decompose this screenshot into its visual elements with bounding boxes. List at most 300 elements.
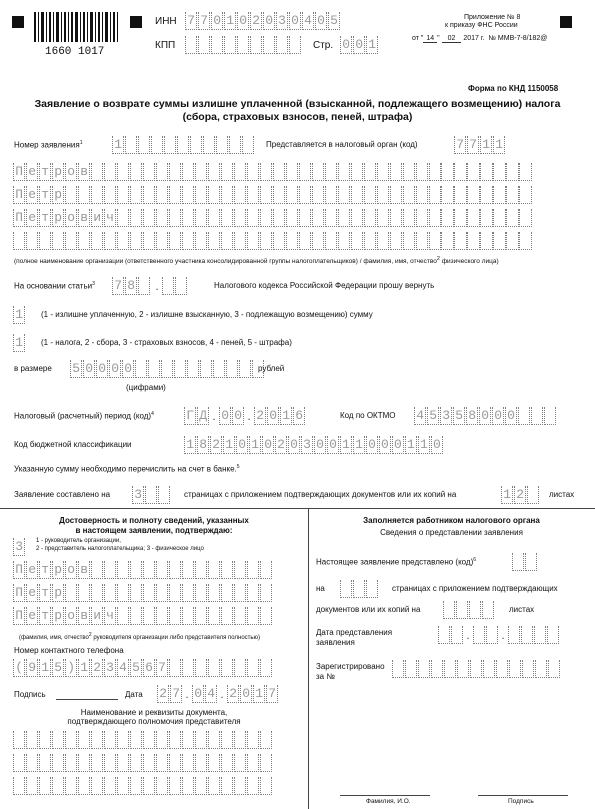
char-cell: 8 xyxy=(197,436,209,454)
char-cell: 0 xyxy=(431,436,443,454)
char-cell xyxy=(130,186,142,204)
name-line-4[interactable] xyxy=(13,232,532,250)
char-cell xyxy=(135,360,147,378)
form-code: Форма по КНД 1150058 xyxy=(468,84,559,93)
char-cell xyxy=(187,360,199,378)
pages-field[interactable] xyxy=(132,486,171,504)
char-cell xyxy=(260,186,272,204)
char-cell xyxy=(234,659,246,677)
char-cell xyxy=(351,163,363,181)
char-cell xyxy=(351,209,363,227)
char-cell xyxy=(143,232,155,250)
char-cell: 0 xyxy=(315,12,327,30)
char-cell xyxy=(148,360,160,378)
char-cell xyxy=(364,209,376,227)
char-cell xyxy=(467,232,479,250)
confirm-title-2: в настоящем заявлении, подтверждаю: xyxy=(75,526,233,535)
char-cell xyxy=(195,777,207,795)
char-cell xyxy=(527,486,539,504)
char-cell: т xyxy=(39,163,51,181)
char-cell xyxy=(260,731,272,749)
char-cell xyxy=(454,186,466,204)
char-cell xyxy=(221,163,233,181)
char-cell xyxy=(276,36,288,54)
period-number-field[interactable] xyxy=(219,407,245,425)
char-cell xyxy=(403,186,415,204)
char-cell: 7 xyxy=(112,277,124,295)
char-cell xyxy=(198,36,210,54)
char-cell xyxy=(65,731,77,749)
char-cell xyxy=(195,584,207,602)
char-cell xyxy=(156,754,168,772)
signer-patronymic-field[interactable] xyxy=(13,607,273,625)
char-cell xyxy=(182,209,194,227)
char-cell xyxy=(91,163,103,181)
char-cell xyxy=(441,163,453,181)
char-cell xyxy=(91,754,103,772)
char-cell: 2 xyxy=(91,659,103,677)
char-cell xyxy=(480,186,492,204)
char-cell: 1 xyxy=(418,436,430,454)
char-cell: р xyxy=(52,163,64,181)
char-cell xyxy=(169,659,181,677)
char-cell xyxy=(454,209,466,227)
char-cell xyxy=(247,731,259,749)
char-cell: о xyxy=(65,163,77,181)
inn-field[interactable] xyxy=(185,12,341,30)
page-subtitle: (сбора, страховых взносов, пеней, штрафа) xyxy=(182,111,413,123)
inn-label: ИНН xyxy=(155,16,177,27)
registered-label: Зарегистрировано xyxy=(316,662,385,671)
char-cell: 0 xyxy=(263,12,275,30)
office-sheets-label: листах xyxy=(509,605,535,614)
char-cell: 1 xyxy=(13,334,25,352)
char-cell: 1 xyxy=(493,136,505,154)
char-cell xyxy=(91,186,103,204)
char-cell: 1 xyxy=(405,436,417,454)
char-cell xyxy=(482,601,494,619)
char-cell: 0 xyxy=(237,12,249,30)
char-cell xyxy=(65,777,77,795)
char-cell xyxy=(338,163,350,181)
char-cell xyxy=(454,232,466,250)
char-cell xyxy=(182,561,194,579)
basis-label: На основании статьи$^3$ xyxy=(14,281,95,291)
char-cell xyxy=(521,626,533,644)
char-cell xyxy=(221,731,233,749)
char-cell xyxy=(208,561,220,579)
char-cell xyxy=(78,754,90,772)
char-cell xyxy=(195,607,207,625)
char-cell xyxy=(224,36,236,54)
char-cell: Г xyxy=(184,407,196,425)
on-label: на xyxy=(316,584,325,593)
char-cell xyxy=(286,209,298,227)
char-cell xyxy=(169,731,181,749)
char-cell xyxy=(299,186,311,204)
char-cell xyxy=(340,580,352,598)
char-cell xyxy=(78,731,90,749)
article-subpoint-field[interactable] xyxy=(162,277,188,295)
application-number-field[interactable] xyxy=(112,136,255,154)
char-cell xyxy=(156,584,168,602)
char-cell xyxy=(158,486,170,504)
char-cell xyxy=(325,186,337,204)
sign-date-month-field[interactable] xyxy=(192,685,218,703)
char-cell xyxy=(156,777,168,795)
char-cell xyxy=(229,136,241,154)
period-code-field[interactable] xyxy=(184,407,210,425)
sheets-label: листах xyxy=(549,490,575,499)
submission-day-field[interactable] xyxy=(438,626,464,644)
char-cell xyxy=(104,777,116,795)
char-cell xyxy=(169,754,181,772)
char-cell xyxy=(162,277,174,295)
char-cell: 8 xyxy=(125,277,137,295)
char-cell: 4 xyxy=(302,12,314,30)
char-cell xyxy=(234,731,246,749)
kbk-field[interactable] xyxy=(184,436,444,454)
char-cell xyxy=(143,777,155,795)
sign-date-year-field[interactable] xyxy=(227,685,279,703)
char-cell xyxy=(509,660,521,678)
char-cell xyxy=(366,580,378,598)
char-cell xyxy=(195,754,207,772)
char-cell: ) xyxy=(65,659,77,677)
char-cell xyxy=(52,754,64,772)
officer-signature-label: Подпись xyxy=(508,798,534,805)
corner-marker xyxy=(130,16,142,28)
char-cell xyxy=(91,232,103,250)
char-cell: 0 xyxy=(289,12,301,30)
char-cell xyxy=(531,407,543,425)
signature-label: Подпись xyxy=(14,690,46,699)
officer-signature-line[interactable] xyxy=(478,795,568,796)
submission-year-field[interactable] xyxy=(508,626,560,644)
page-number-field[interactable] xyxy=(340,36,379,54)
char-cell: 0 xyxy=(267,407,279,425)
char-cell: 2 xyxy=(254,407,266,425)
char-cell xyxy=(519,163,531,181)
signer-name-field[interactable] xyxy=(13,584,273,602)
char-cell xyxy=(169,561,181,579)
char-cell xyxy=(221,584,233,602)
char-cell xyxy=(377,209,389,227)
char-cell xyxy=(156,186,168,204)
char-cell xyxy=(195,561,207,579)
oktmo-label: Код по ОКТМО xyxy=(340,411,396,420)
char-cell xyxy=(26,754,38,772)
char-cell: 0 xyxy=(219,407,231,425)
char-cell: 0 xyxy=(492,407,504,425)
signer-type-field[interactable] xyxy=(13,538,26,556)
authority-doc-line-2[interactable] xyxy=(13,754,273,772)
char-cell xyxy=(273,209,285,227)
char-cell xyxy=(65,754,77,772)
char-cell: 0 xyxy=(240,685,252,703)
char-cell xyxy=(325,209,337,227)
char-cell xyxy=(289,36,301,54)
char-cell xyxy=(39,232,51,250)
char-cell xyxy=(234,584,246,602)
char-cell: 0 xyxy=(340,36,352,54)
char-cell xyxy=(13,731,25,749)
char-cell xyxy=(117,232,129,250)
char-cell: в xyxy=(78,209,90,227)
registration-number-field[interactable] xyxy=(392,660,561,678)
char-cell xyxy=(213,360,225,378)
char-cell: 1 xyxy=(366,36,378,54)
kpp-label: КПП xyxy=(155,40,176,51)
char-cell xyxy=(456,601,468,619)
char-cell xyxy=(260,659,272,677)
char-cell xyxy=(483,660,495,678)
char-cell xyxy=(39,777,51,795)
char-cell xyxy=(454,163,466,181)
char-cell xyxy=(338,232,350,250)
office-sheets-field[interactable] xyxy=(443,601,495,619)
char-cell: П xyxy=(13,584,25,602)
char-cell: е xyxy=(26,561,38,579)
char-cell xyxy=(104,186,116,204)
char-cell: 1 xyxy=(353,436,365,454)
char-cell xyxy=(493,186,505,204)
submission-month-field[interactable] xyxy=(473,626,499,644)
officer-name-label: Фамилия, И.О. xyxy=(366,798,411,805)
char-cell xyxy=(156,607,168,625)
submission-code-field[interactable] xyxy=(512,553,538,571)
char-cell xyxy=(130,607,142,625)
char-cell xyxy=(416,186,428,204)
officer-name-line[interactable] xyxy=(340,795,430,796)
char-cell xyxy=(200,360,212,378)
article-field[interactable] xyxy=(112,277,151,295)
char-cell: т xyxy=(39,561,51,579)
char-cell xyxy=(143,209,155,227)
char-cell xyxy=(234,777,246,795)
char-cell xyxy=(234,186,246,204)
appendix-label: Приложение № 8 xyxy=(464,14,521,21)
char-cell xyxy=(312,163,324,181)
char-cell: 0 xyxy=(314,436,326,454)
period-year-field[interactable] xyxy=(254,407,306,425)
char-cell xyxy=(26,232,38,250)
rubles-label: рублей xyxy=(258,364,285,373)
char-cell xyxy=(390,186,402,204)
char-cell: 7 xyxy=(170,685,182,703)
char-cell xyxy=(247,584,259,602)
char-cell xyxy=(117,561,129,579)
char-cell xyxy=(441,232,453,250)
char-cell: 3 xyxy=(301,436,313,454)
char-cell xyxy=(470,660,482,678)
pages-middle-text: страницах с приложением подтверждающих документов или их копий на xyxy=(184,490,457,499)
char-cell xyxy=(260,777,272,795)
char-cell: 7 xyxy=(198,12,210,30)
refund-type-text: (1 - излишне уплаченную, 2 - излишне взысканную, 3 - подлежащую возмещению) сумму xyxy=(41,310,373,319)
char-cell xyxy=(195,232,207,250)
char-cell: 9 xyxy=(26,659,38,677)
char-cell xyxy=(519,186,531,204)
refund-type-field[interactable] xyxy=(13,306,26,324)
char-cell xyxy=(473,626,485,644)
char-cell xyxy=(143,584,155,602)
char-cell: 1 xyxy=(249,436,261,454)
char-cell xyxy=(547,626,559,644)
char-cell xyxy=(438,626,450,644)
char-cell xyxy=(390,209,402,227)
char-cell: 1 xyxy=(501,486,513,504)
amount-field[interactable] xyxy=(70,360,265,378)
char-cell xyxy=(525,553,537,571)
char-cell: 3 xyxy=(132,486,144,504)
char-cell xyxy=(377,186,389,204)
char-cell xyxy=(130,561,142,579)
char-cell xyxy=(457,660,469,678)
char-cell xyxy=(117,186,129,204)
char-cell xyxy=(467,209,479,227)
phone-label: Номер контактного телефона xyxy=(14,646,124,655)
char-cell xyxy=(247,607,259,625)
char-cell xyxy=(156,163,168,181)
char-cell xyxy=(429,209,441,227)
char-cell: т xyxy=(39,186,51,204)
char-cell: 4 xyxy=(117,659,129,677)
kpp-field[interactable] xyxy=(185,36,302,54)
char-cell xyxy=(469,601,481,619)
char-cell xyxy=(78,777,90,795)
char-cell xyxy=(508,626,520,644)
char-cell: П xyxy=(13,163,25,181)
tax-office-label: Представляется в налоговый орган (код) xyxy=(266,140,418,149)
char-cell: 2 xyxy=(275,436,287,454)
char-cell xyxy=(175,277,187,295)
name-line-1[interactable] xyxy=(13,163,532,181)
char-cell xyxy=(351,186,363,204)
char-cell: р xyxy=(52,186,64,204)
char-cell: т xyxy=(39,584,51,602)
char-cell xyxy=(203,136,215,154)
char-cell: ч xyxy=(104,209,116,227)
char-cell xyxy=(263,36,275,54)
char-cell: и xyxy=(91,607,103,625)
char-cell: е xyxy=(26,607,38,625)
char-cell xyxy=(512,553,524,571)
char-cell: 2 xyxy=(210,436,222,454)
char-cell xyxy=(221,186,233,204)
char-cell xyxy=(156,232,168,250)
char-cell: в xyxy=(78,607,90,625)
char-cell xyxy=(534,626,546,644)
char-cell: в xyxy=(78,163,90,181)
char-cell xyxy=(117,607,129,625)
char-cell xyxy=(506,232,518,250)
char-cell xyxy=(195,163,207,181)
char-cell: р xyxy=(52,607,64,625)
char-cell: 6 xyxy=(293,407,305,425)
char-cell: т xyxy=(39,209,51,227)
char-cell xyxy=(273,186,285,204)
char-cell xyxy=(143,163,155,181)
basis-text: Налогового кодекса Российской Федерации прошу вернуть xyxy=(214,281,435,290)
signature-line[interactable] xyxy=(56,699,118,700)
payment-type-text: (1 - налога, 2 - сбора, 3 - страховых взносов, 4 - пеней, 5 - штрафа) xyxy=(41,338,292,347)
confirm-title: Достоверность и полноту сведений, указанных xyxy=(59,516,249,525)
char-cell xyxy=(260,607,272,625)
char-cell: е xyxy=(26,186,38,204)
char-cell xyxy=(260,561,272,579)
period-label: Налоговый (расчетный) период (код)$^4$ xyxy=(14,411,154,421)
char-cell xyxy=(418,660,430,678)
char-cell xyxy=(234,561,246,579)
char-cell xyxy=(104,232,116,250)
char-cell xyxy=(431,660,443,678)
char-cell xyxy=(519,232,531,250)
authority-doc-line-1[interactable] xyxy=(13,731,273,749)
submission-date-label-2: заявления xyxy=(316,638,355,647)
char-cell xyxy=(138,277,150,295)
char-cell xyxy=(286,186,298,204)
char-cell: 0 xyxy=(122,360,134,378)
char-cell xyxy=(104,584,116,602)
char-cell xyxy=(91,584,103,602)
char-cell xyxy=(104,754,116,772)
char-cell xyxy=(260,584,272,602)
char-cell xyxy=(286,232,298,250)
char-cell: 4 xyxy=(205,685,217,703)
oktmo-field[interactable] xyxy=(414,407,557,425)
char-cell xyxy=(234,754,246,772)
char-cell xyxy=(117,777,129,795)
char-cell xyxy=(169,209,181,227)
phone-field[interactable] xyxy=(13,659,273,677)
name-line-3[interactable] xyxy=(13,209,532,227)
char-cell xyxy=(143,754,155,772)
char-cell: 7 xyxy=(266,685,278,703)
char-cell xyxy=(117,584,129,602)
char-cell: 0 xyxy=(96,360,108,378)
char-cell xyxy=(161,360,173,378)
char-cell xyxy=(216,136,228,154)
char-cell xyxy=(182,584,194,602)
char-cell xyxy=(247,209,259,227)
char-cell xyxy=(195,209,207,227)
signer-surname-field[interactable] xyxy=(13,561,273,579)
char-cell xyxy=(208,659,220,677)
char-cell: 7 xyxy=(467,136,479,154)
authority-doc-line-3[interactable] xyxy=(13,777,273,795)
char-cell: 3 xyxy=(276,12,288,30)
char-cell xyxy=(312,209,324,227)
sign-date-day-field[interactable] xyxy=(157,685,183,703)
char-cell xyxy=(247,754,259,772)
char-cell xyxy=(78,584,90,602)
char-cell xyxy=(169,232,181,250)
copies-field[interactable] xyxy=(501,486,540,504)
char-cell xyxy=(169,607,181,625)
office-pages-field[interactable] xyxy=(340,580,379,598)
char-cell: е xyxy=(26,209,38,227)
tax-office-field[interactable] xyxy=(454,136,506,154)
char-cell xyxy=(441,186,453,204)
char-cell xyxy=(486,626,498,644)
char-cell xyxy=(130,584,142,602)
char-cell: ч xyxy=(104,607,116,625)
payment-type-field[interactable] xyxy=(13,334,26,352)
char-cell: 0 xyxy=(505,407,517,425)
char-cell xyxy=(208,777,220,795)
name-line-2[interactable] xyxy=(13,186,532,204)
